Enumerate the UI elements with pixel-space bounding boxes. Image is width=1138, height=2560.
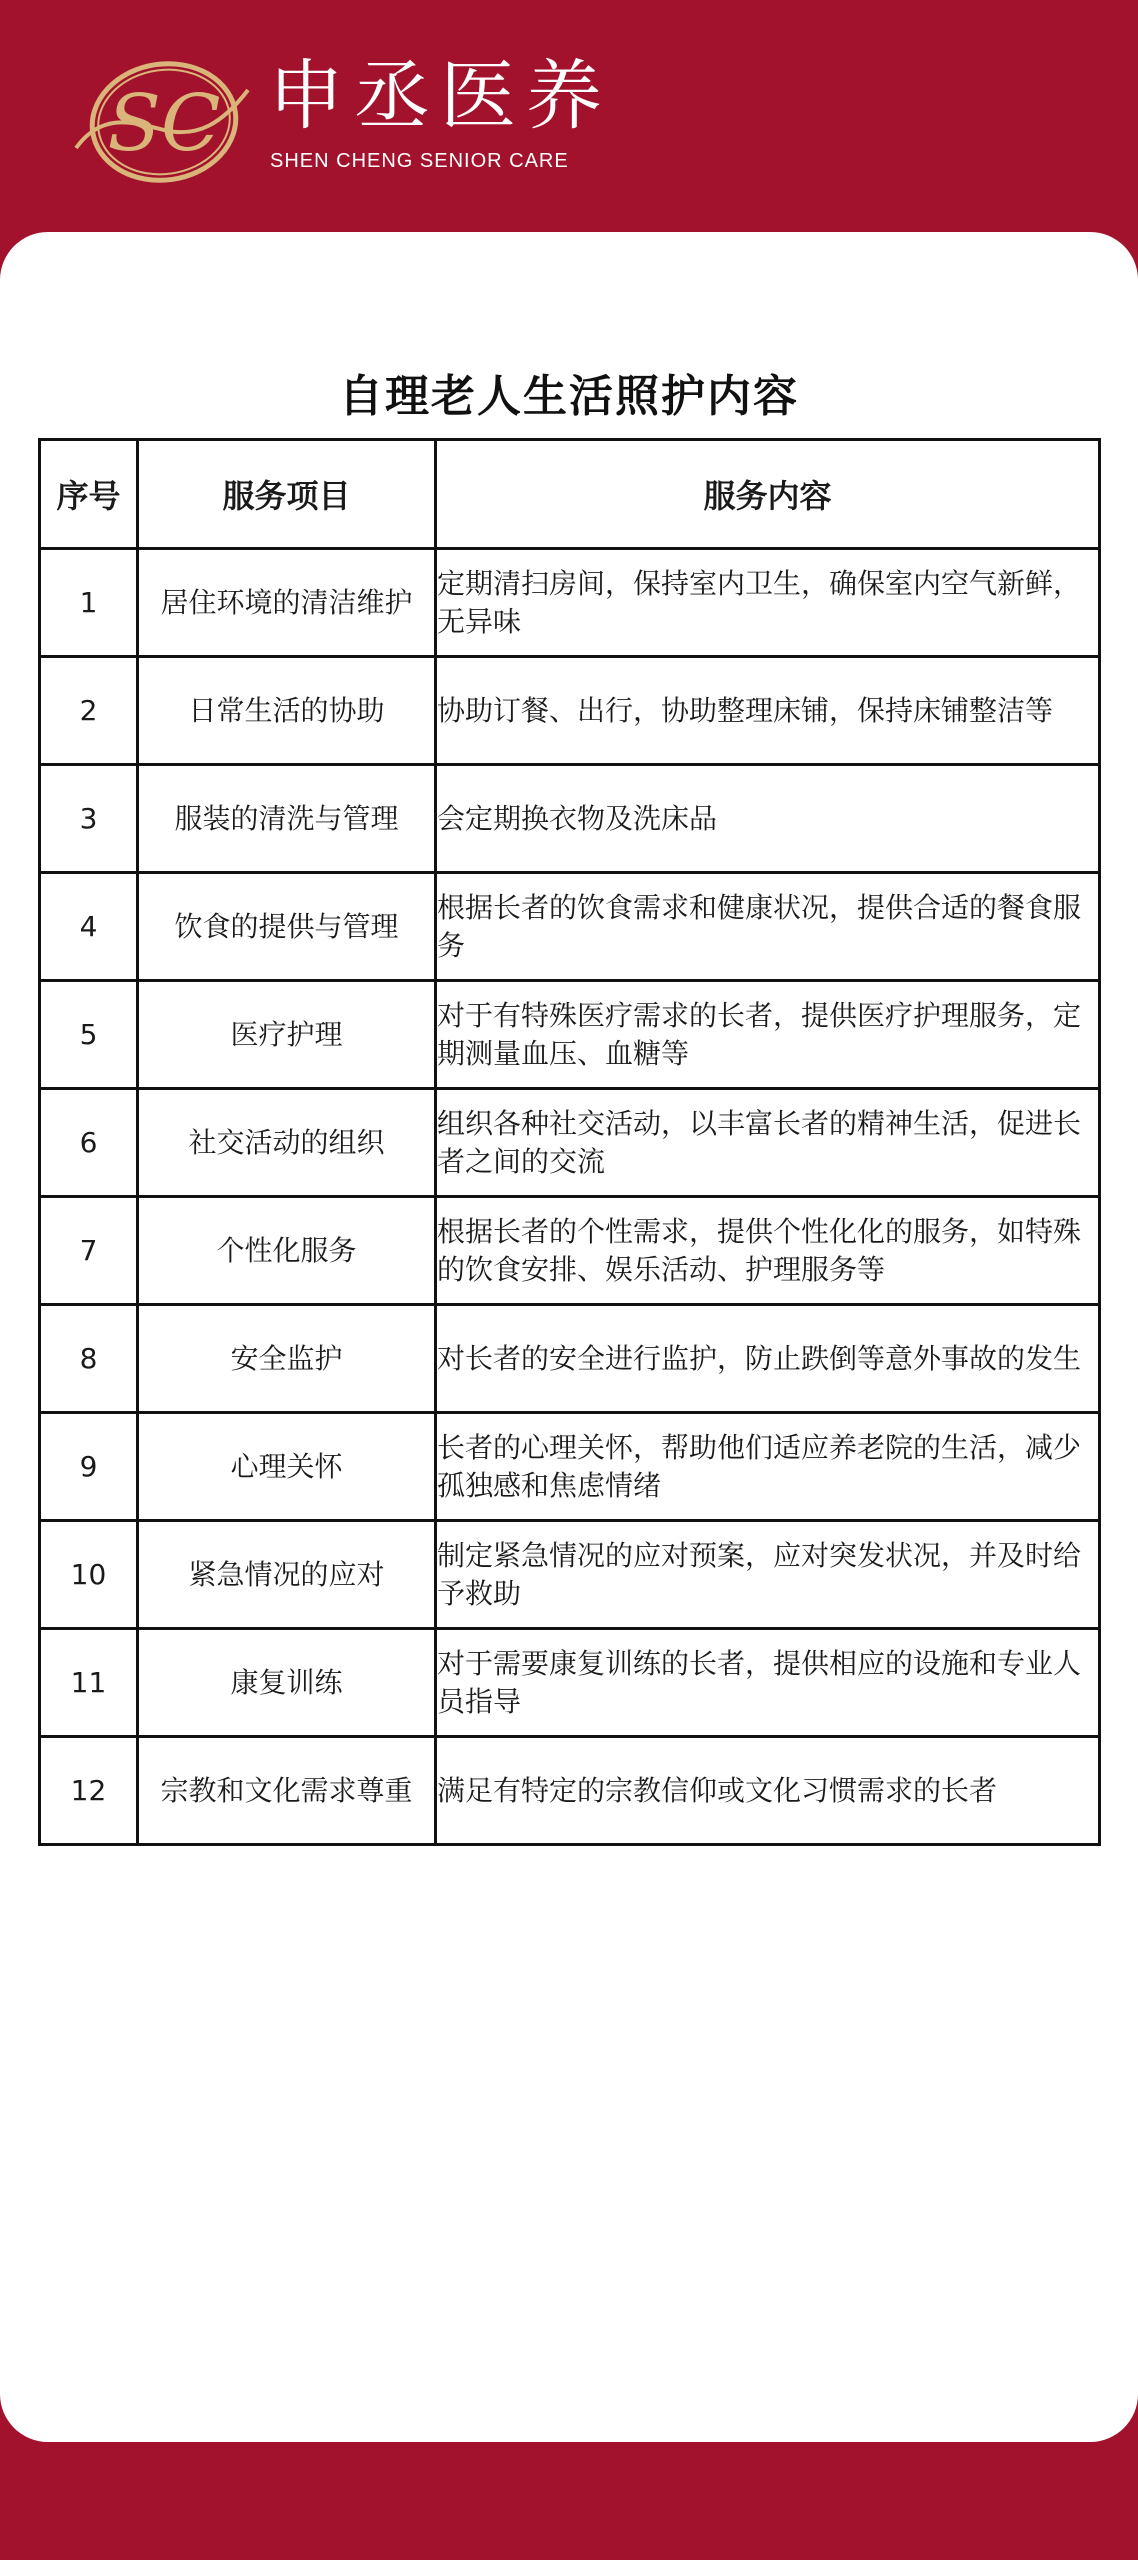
row-number: 4 bbox=[40, 873, 138, 981]
row-number: 11 bbox=[40, 1629, 138, 1737]
service-item: 服装的清洗与管理 bbox=[138, 765, 436, 873]
row-number: 9 bbox=[40, 1413, 138, 1521]
service-description: 对于有特殊医疗需求的长者，提供医疗护理服务，定期测量血压、血糖等 bbox=[436, 981, 1100, 1089]
table-row bbox=[40, 1521, 1100, 1629]
row-number: 12 bbox=[40, 1737, 138, 1845]
service-description: 制定紧急情况的应对预案，应对突发状况，并及时给予救助 bbox=[436, 1521, 1100, 1629]
service-description: 根据长者的饮食需求和健康状况，提供合适的餐食服务 bbox=[436, 873, 1100, 981]
table-row bbox=[40, 657, 1100, 765]
service-item: 个性化服务 bbox=[138, 1197, 436, 1305]
table-row bbox=[40, 1305, 1100, 1413]
service-item: 紧急情况的应对 bbox=[138, 1521, 436, 1629]
document-title: 自理老人生活照护内容 bbox=[339, 371, 799, 422]
table-header-row bbox=[40, 440, 1100, 549]
service-item: 饮食的提供与管理 bbox=[138, 873, 436, 981]
table-row bbox=[40, 1629, 1100, 1737]
service-item: 居住环境的清洁维护 bbox=[138, 549, 436, 657]
header-desc: 服务内容 bbox=[436, 440, 1100, 549]
table-row bbox=[40, 1413, 1100, 1521]
brand-name-cn: 申丞医养 bbox=[268, 51, 612, 140]
row-number: 8 bbox=[40, 1305, 138, 1413]
table-row bbox=[40, 549, 1100, 657]
brand-name-en: SHEN CHENG SENIOR CARE bbox=[270, 150, 569, 172]
row-number: 1 bbox=[40, 549, 138, 657]
table-row bbox=[40, 1197, 1100, 1305]
table-row bbox=[40, 1089, 1100, 1197]
service-description: 长者的心理关怀，帮助他们适应养老院的生活，减少孤独感和焦虑情绪 bbox=[436, 1413, 1100, 1521]
table-row bbox=[40, 1737, 1100, 1845]
service-item: 日常生活的协助 bbox=[138, 657, 436, 765]
page-header bbox=[0, 0, 1138, 230]
service-description: 定期清扫房间，保持室内卫生，确保室内空气新鲜，无异味 bbox=[436, 549, 1100, 657]
row-number: 10 bbox=[40, 1521, 138, 1629]
table-row bbox=[40, 873, 1100, 981]
service-item: 社交活动的组织 bbox=[138, 1089, 436, 1197]
service-description: 满足有特定的宗教信仰或文化习惯需求的长者 bbox=[436, 1737, 1100, 1845]
header-no: 序号 bbox=[40, 440, 138, 549]
service-item: 宗教和文化需求尊重 bbox=[138, 1737, 436, 1845]
row-number: 7 bbox=[40, 1197, 138, 1305]
table-row bbox=[40, 765, 1100, 873]
sc-monogram-icon bbox=[72, 52, 252, 192]
service-description: 协助订餐、出行，协助整理床铺，保持床铺整洁等 bbox=[436, 657, 1100, 765]
row-number: 3 bbox=[40, 765, 138, 873]
table-row bbox=[40, 981, 1100, 1089]
service-description: 根据长者的个性需求，提供个性化化的服务，如特殊的饮食安排、娱乐活动、护理服务等 bbox=[436, 1197, 1100, 1305]
row-number: 6 bbox=[40, 1089, 138, 1197]
row-number: 2 bbox=[40, 657, 138, 765]
service-item: 康复训练 bbox=[138, 1629, 436, 1737]
service-description: 会定期换衣物及洗床品 bbox=[436, 765, 1100, 873]
logo-letters: SC bbox=[107, 79, 221, 169]
care-services-table bbox=[38, 438, 1101, 1846]
service-description: 组织各种社交活动，以丰富长者的精神生活，促进长者之间的交流 bbox=[436, 1089, 1100, 1197]
service-description: 对长者的安全进行监护，防止跌倒等意外事故的发生 bbox=[436, 1305, 1100, 1413]
header-item: 服务项目 bbox=[138, 440, 436, 549]
service-item: 安全监护 bbox=[138, 1305, 436, 1413]
service-item: 心理关怀 bbox=[138, 1413, 436, 1521]
row-number: 5 bbox=[40, 981, 138, 1089]
service-description: 对于需要康复训练的长者，提供相应的设施和专业人员指导 bbox=[436, 1629, 1100, 1737]
service-item: 医疗护理 bbox=[138, 981, 436, 1089]
